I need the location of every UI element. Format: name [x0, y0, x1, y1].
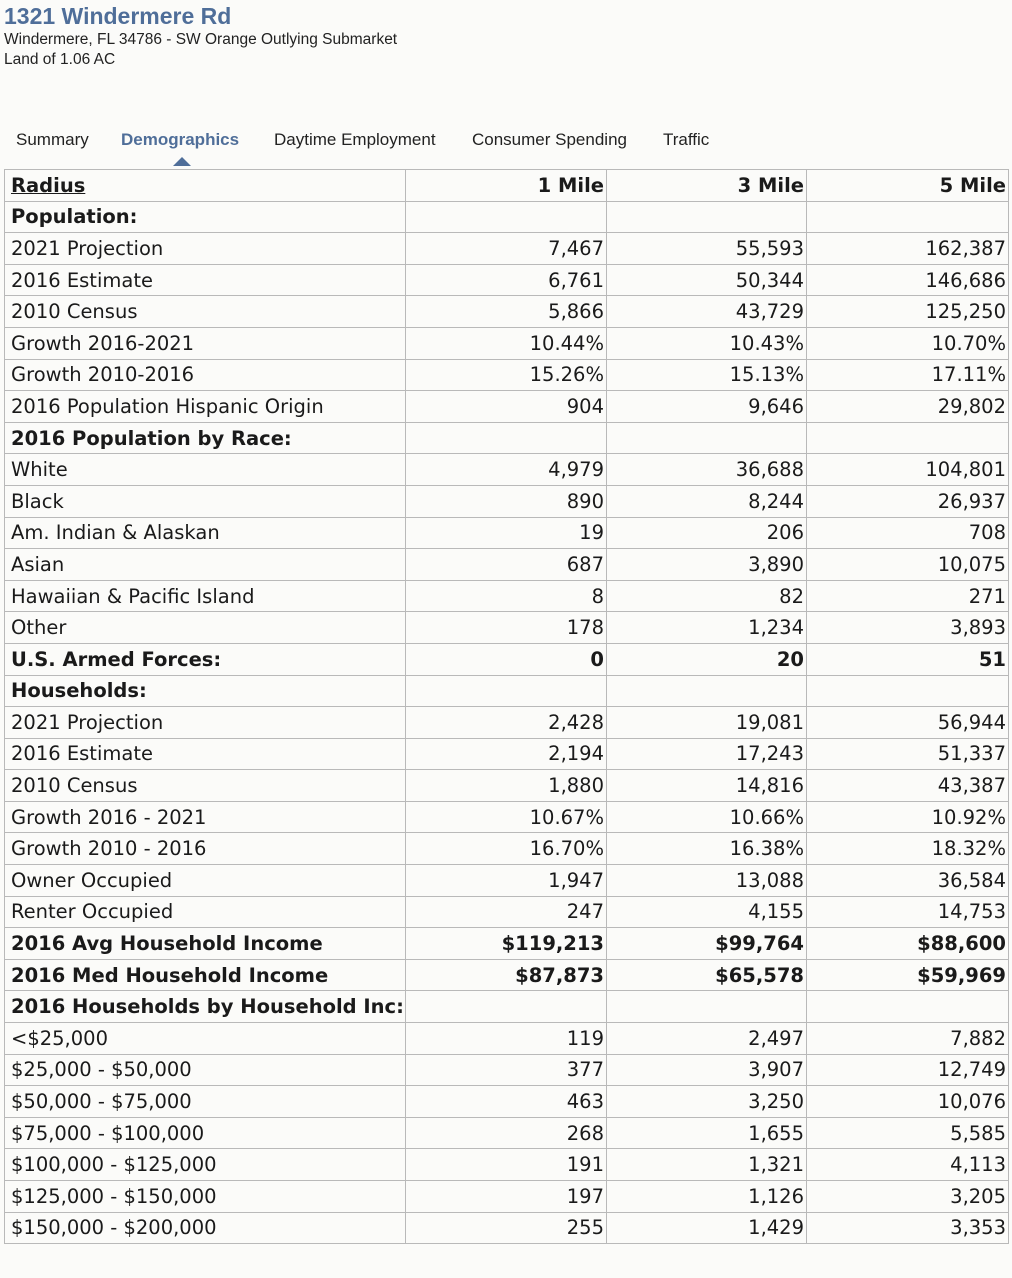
- property-header: [4, 0, 397, 70]
- table-row: [5, 580, 1009, 612]
- header-5-mile: 5 Mile: [807, 170, 1009, 202]
- cell-3-mile: 2,497: [607, 1023, 807, 1055]
- cell-5-mile: 3,353: [807, 1212, 1009, 1244]
- cell-3-mile: 16.38%: [607, 833, 807, 865]
- cell-5-mile: 17.11%: [807, 359, 1009, 391]
- tab-summary[interactable]: Summary: [16, 130, 89, 149]
- cell-3-mile: 3,250: [607, 1086, 807, 1118]
- cell-3-mile: 36,688: [607, 454, 807, 486]
- row-label: 2016 Med Household Income: [5, 959, 406, 991]
- table-row: [5, 1086, 1009, 1118]
- row-label: 2021 Projection: [5, 233, 406, 265]
- cell-1-mile: 1,947: [406, 865, 607, 897]
- table-row: [5, 801, 1009, 833]
- row-label: Am. Indian & Alaskan: [5, 517, 406, 549]
- cell-5-mile: 7,882: [807, 1023, 1009, 1055]
- table-row: [5, 896, 1009, 928]
- row-label: Population:: [5, 201, 406, 233]
- cell-3-mile: 9,646: [607, 391, 807, 423]
- tab-demographics[interactable]: Demographics: [121, 130, 240, 149]
- row-label: Black: [5, 485, 406, 517]
- row-label: $100,000 - $125,000: [5, 1149, 406, 1181]
- row-label: U.S. Armed Forces:: [5, 643, 406, 675]
- row-label: $75,000 - $100,000: [5, 1117, 406, 1149]
- cell-5-mile: $88,600: [807, 928, 1009, 960]
- cell-3-mile: 3,907: [607, 1054, 807, 1086]
- row-label: 2016 Population by Race:: [5, 422, 406, 454]
- cell-1-mile: 6,761: [406, 264, 607, 296]
- cell-1-mile: [406, 201, 607, 233]
- table-row: [5, 296, 1009, 328]
- row-label: 2016 Estimate: [5, 264, 406, 296]
- cell-1-mile: 10.67%: [406, 801, 607, 833]
- cell-5-mile: [807, 675, 1009, 707]
- row-label: 2010 Census: [5, 770, 406, 802]
- cell-1-mile: 178: [406, 612, 607, 644]
- table-row: [5, 643, 1009, 675]
- header-radius: Radius: [5, 170, 406, 202]
- row-label: <$25,000: [5, 1023, 406, 1055]
- cell-1-mile: 191: [406, 1149, 607, 1181]
- tab-consumer-spending[interactable]: Consumer Spending: [472, 130, 627, 149]
- cell-1-mile: 890: [406, 485, 607, 517]
- row-label: $150,000 - $200,000: [5, 1212, 406, 1244]
- cell-5-mile: 10.92%: [807, 801, 1009, 833]
- cell-3-mile: 10.66%: [607, 801, 807, 833]
- cell-1-mile: 1,880: [406, 770, 607, 802]
- cell-5-mile: 43,387: [807, 770, 1009, 802]
- row-label: 2016 Households by Household Inc:: [5, 991, 406, 1023]
- cell-1-mile: 2,428: [406, 707, 607, 739]
- property-title: 1321 Windermere Rd: [4, 3, 232, 29]
- table-row: [5, 1023, 1009, 1055]
- table-row: [5, 517, 1009, 549]
- cell-3-mile: 206: [607, 517, 807, 549]
- cell-5-mile: 10.70%: [807, 327, 1009, 359]
- row-label: 2010 Census: [5, 296, 406, 328]
- cell-5-mile: 51: [807, 643, 1009, 675]
- tab-daytime-employment[interactable]: Daytime Employment: [274, 130, 436, 149]
- cell-3-mile: 1,655: [607, 1117, 807, 1149]
- cell-3-mile: [607, 422, 807, 454]
- table-row: [5, 485, 1009, 517]
- table-row: [5, 833, 1009, 865]
- cell-3-mile: 4,155: [607, 896, 807, 928]
- table-row: [5, 359, 1009, 391]
- table-row: [5, 454, 1009, 486]
- cell-1-mile: 268: [406, 1117, 607, 1149]
- row-label: $125,000 - $150,000: [5, 1181, 406, 1213]
- table-header-row: [5, 170, 1009, 202]
- cell-1-mile: 19: [406, 517, 607, 549]
- cell-3-mile: 3,890: [607, 549, 807, 581]
- table-row: [5, 1054, 1009, 1086]
- cell-5-mile: 51,337: [807, 738, 1009, 770]
- table-row: [5, 233, 1009, 265]
- table-row: [5, 707, 1009, 739]
- cell-1-mile: 904: [406, 391, 607, 423]
- row-label: Growth 2010 - 2016: [5, 833, 406, 865]
- tab-traffic[interactable]: Traffic: [663, 130, 710, 149]
- cell-3-mile: 20: [607, 643, 807, 675]
- row-label: Hawaiian & Pacific Island: [5, 580, 406, 612]
- row-label: White: [5, 454, 406, 486]
- cell-3-mile: 10.43%: [607, 327, 807, 359]
- cell-1-mile: $87,873: [406, 959, 607, 991]
- table-section-row: [5, 422, 1009, 454]
- cell-3-mile: $65,578: [607, 959, 807, 991]
- cell-5-mile: 3,893: [807, 612, 1009, 644]
- cell-5-mile: 36,584: [807, 865, 1009, 897]
- table-row: [5, 391, 1009, 423]
- cell-5-mile: 125,250: [807, 296, 1009, 328]
- cell-5-mile: 26,937: [807, 485, 1009, 517]
- cell-1-mile: 247: [406, 896, 607, 928]
- cell-3-mile: 1,234: [607, 612, 807, 644]
- cell-3-mile: 43,729: [607, 296, 807, 328]
- cell-5-mile: 162,387: [807, 233, 1009, 265]
- table-row: [5, 1181, 1009, 1213]
- cell-3-mile: 1,321: [607, 1149, 807, 1181]
- cell-3-mile: 82: [607, 580, 807, 612]
- table-row: [5, 327, 1009, 359]
- row-label: 2021 Projection: [5, 707, 406, 739]
- cell-1-mile: 7,467: [406, 233, 607, 265]
- cell-5-mile: 10,076: [807, 1086, 1009, 1118]
- cell-1-mile: [406, 675, 607, 707]
- cell-1-mile: 0: [406, 643, 607, 675]
- cell-1-mile: 2,194: [406, 738, 607, 770]
- header-3-mile: 3 Mile: [607, 170, 807, 202]
- cell-3-mile: [607, 201, 807, 233]
- cell-1-mile: 255: [406, 1212, 607, 1244]
- row-label: $50,000 - $75,000: [5, 1086, 406, 1118]
- cell-3-mile: 8,244: [607, 485, 807, 517]
- property-land-size: Land of 1.06 AC: [4, 51, 116, 68]
- cell-5-mile: 3,205: [807, 1181, 1009, 1213]
- row-label: Asian: [5, 549, 406, 581]
- row-label: $25,000 - $50,000: [5, 1054, 406, 1086]
- cell-3-mile: 19,081: [607, 707, 807, 739]
- table-section-row: [5, 201, 1009, 233]
- row-label: 2016 Estimate: [5, 738, 406, 770]
- cell-1-mile: 8: [406, 580, 607, 612]
- row-label: Growth 2016 - 2021: [5, 801, 406, 833]
- cell-1-mile: 463: [406, 1086, 607, 1118]
- cell-3-mile: [607, 991, 807, 1023]
- cell-1-mile: 5,866: [406, 296, 607, 328]
- table-row: [5, 1212, 1009, 1244]
- cell-5-mile: 708: [807, 517, 1009, 549]
- cell-5-mile: $59,969: [807, 959, 1009, 991]
- cell-5-mile: 4,113: [807, 1149, 1009, 1181]
- cell-3-mile: 50,344: [607, 264, 807, 296]
- table-row: [5, 1149, 1009, 1181]
- cell-5-mile: 271: [807, 580, 1009, 612]
- cell-5-mile: 10,075: [807, 549, 1009, 581]
- table-row: [5, 865, 1009, 897]
- property-address: Windermere, FL 34786 - SW Orange Outlying Submarket: [4, 31, 398, 48]
- cell-3-mile: 13,088: [607, 865, 807, 897]
- cell-5-mile: 12,749: [807, 1054, 1009, 1086]
- demographics-table: [4, 169, 1009, 1244]
- cell-1-mile: 377: [406, 1054, 607, 1086]
- cell-5-mile: [807, 201, 1009, 233]
- row-label: Other: [5, 612, 406, 644]
- table-row: [5, 264, 1009, 296]
- table-row: [5, 770, 1009, 802]
- row-label: 2016 Population Hispanic Origin: [5, 391, 406, 423]
- row-label: Growth 2016-2021: [5, 327, 406, 359]
- table-row: [5, 612, 1009, 644]
- table-row: [5, 1117, 1009, 1149]
- cell-5-mile: 56,944: [807, 707, 1009, 739]
- cell-3-mile: 15.13%: [607, 359, 807, 391]
- cell-5-mile: [807, 991, 1009, 1023]
- table-row: [5, 959, 1009, 991]
- cell-1-mile: [406, 422, 607, 454]
- cell-1-mile: [406, 991, 607, 1023]
- cell-3-mile: 14,816: [607, 770, 807, 802]
- cell-1-mile: 4,979: [406, 454, 607, 486]
- cell-5-mile: 18.32%: [807, 833, 1009, 865]
- cell-3-mile: 17,243: [607, 738, 807, 770]
- cell-3-mile: $99,764: [607, 928, 807, 960]
- cell-5-mile: 29,802: [807, 391, 1009, 423]
- row-label: Renter Occupied: [5, 896, 406, 928]
- cell-5-mile: [807, 422, 1009, 454]
- cell-5-mile: 14,753: [807, 896, 1009, 928]
- table-row: [5, 549, 1009, 581]
- cell-1-mile: 16.70%: [406, 833, 607, 865]
- table-row: [5, 738, 1009, 770]
- cell-1-mile: 10.44%: [406, 327, 607, 359]
- row-label: Growth 2010-2016: [5, 359, 406, 391]
- cell-3-mile: 1,429: [607, 1212, 807, 1244]
- cell-1-mile: $119,213: [406, 928, 607, 960]
- row-label: Owner Occupied: [5, 865, 406, 897]
- table-row: [5, 928, 1009, 960]
- cell-5-mile: 146,686: [807, 264, 1009, 296]
- active-tab-caret-icon: [173, 157, 191, 166]
- cell-1-mile: 197: [406, 1181, 607, 1213]
- header-1-mile: 1 Mile: [406, 170, 607, 202]
- cell-1-mile: 687: [406, 549, 607, 581]
- cell-5-mile: 104,801: [807, 454, 1009, 486]
- cell-3-mile: 55,593: [607, 233, 807, 265]
- table-section-row: [5, 675, 1009, 707]
- cell-3-mile: 1,126: [607, 1181, 807, 1213]
- cell-1-mile: 15.26%: [406, 359, 607, 391]
- cell-1-mile: 119: [406, 1023, 607, 1055]
- row-label: 2016 Avg Household Income: [5, 928, 406, 960]
- row-label: Households:: [5, 675, 406, 707]
- table-section-row: [5, 991, 1009, 1023]
- cell-3-mile: [607, 675, 807, 707]
- cell-5-mile: 5,585: [807, 1117, 1009, 1149]
